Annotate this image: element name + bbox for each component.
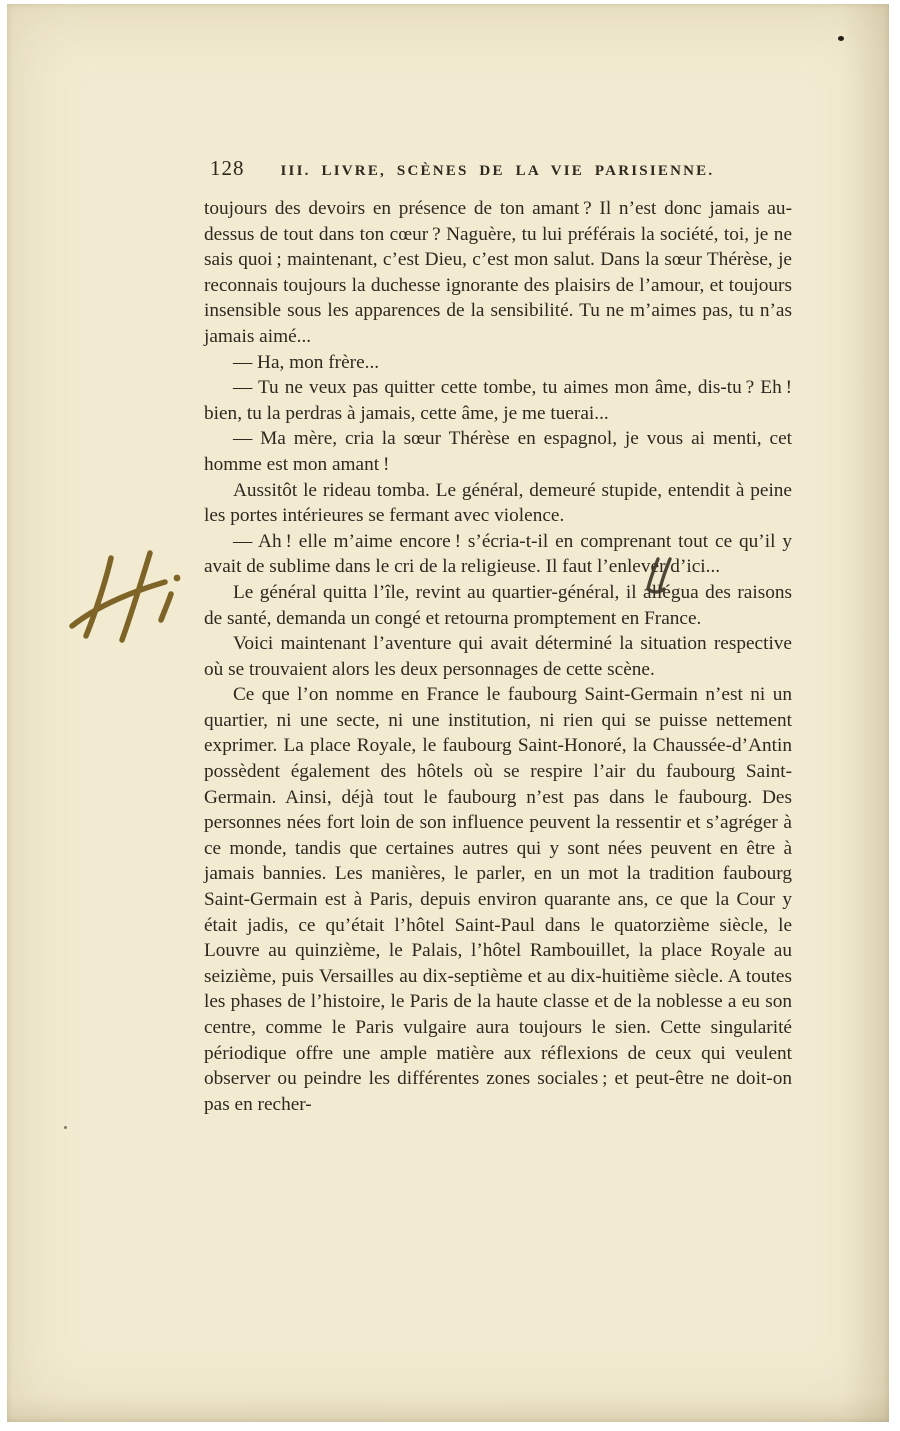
paragraph: — Ha, mon frère... bbox=[232, 351, 380, 373]
paragraph: Voici maintenant l’aventure qui avait déterminé la situation respective où se trouvaient alors les deux personnages de cette scène. bbox=[204, 633, 792, 680]
body-text bbox=[204, 196, 792, 1117]
scan-speck bbox=[64, 1126, 67, 1129]
page-header bbox=[204, 156, 792, 181]
paragraph: Le général quitta l’île, revint au quartier-général, il allégua des raisons de santé, demanda un congé et retourna promptement en France. bbox=[204, 581, 792, 629]
scan-speck bbox=[838, 36, 844, 41]
paragraph: toujours des devoirs en présence de ton amant ? Il n’est donc jamais au-dessus de tout dans ton cœur ? Naguère, tu lui préférais la société, toi, je ne sais quoi ; maintenant, c’est Dieu, c’est mon salut. Dans la sœur Thérèse, je reconnais toujours la duchesse ignorante des plaisirs de l’amour, et toujours insensible sous les apparences de la sensibilité. Tu ne m’aimes pas, tu n’as jamais aimé... bbox=[204, 198, 792, 347]
running-title: III. LIVRE, SCÈNES DE LA VIE PARISIENNE. bbox=[280, 163, 715, 179]
book-page bbox=[7, 4, 889, 1422]
paragraph: Aussitôt le rideau tomba. Le général, demeuré stupide, entendit à peine les portes intérieures se fermant avec violence. bbox=[204, 479, 792, 527]
page-number: 128 bbox=[210, 156, 245, 180]
text-block bbox=[204, 156, 792, 1117]
paragraph: — Ah ! elle m’aime encore ! s’écria-t-il en comprenant tout ce qu’il y avait de sublime dans le cri de la religieuse. Il faut l’enlever d’ici... bbox=[204, 530, 792, 578]
paragraph: — Tu ne veux pas quitter cette tombe, tu aimes mon âme, dis-tu ? Eh ! bien, tu la perdras à jamais, cette âme, je me tuerai... bbox=[204, 377, 792, 424]
paragraph: — Ma mère, cria la sœur Thérèse en espagnol, je vous ai menti, cet homme est mon amant ! bbox=[204, 428, 792, 475]
handwritten-note-icon bbox=[65, 542, 197, 654]
paragraph: Ce que l’on nomme en France le faubourg Saint-Germain n’est ni un quartier, ni une secte, ni une institution, ni rien qui se puisse nettement exprimer. La place Royale, le faubourg Saint-Honoré, la Chaussée-d’Antin possèdent également des hôtels où se respire l’air du faubourg Saint-Germain. Ainsi, déjà tout le faubourg n’est pas dans le faubourg. Des personnes nées fort loin de son influence peuvent la ressentir et s’agréger à ce monde, tandis que certaines autres qui y sont nées peuvent en être à jamais bannies. Les manières, le parler, en un mot la tradition faubourg Saint-Germain est à Paris, depuis environ quarante ans, ce que la Cour y était jadis, ce qu’était l’hôtel Saint-Paul dans le quatorzième siècle, le Louvre au quinzième, le Palais, l’hôtel Rambouillet, la place Royale au seizième, puis Versailles au dix-septième et au dix-huitième siècle. A toutes les phases de l’histoire, le Paris de la haute classe et de la noblesse a eu son centre, comme le Paris vulgaire aura toujours le sien. Cette singularité périodique offre une ample matière aux réflexions de ceux qui veulent observer ou peindre les différentes zones sociales ; et peut-être ne doit-on pas en recher- bbox=[204, 684, 792, 1115]
